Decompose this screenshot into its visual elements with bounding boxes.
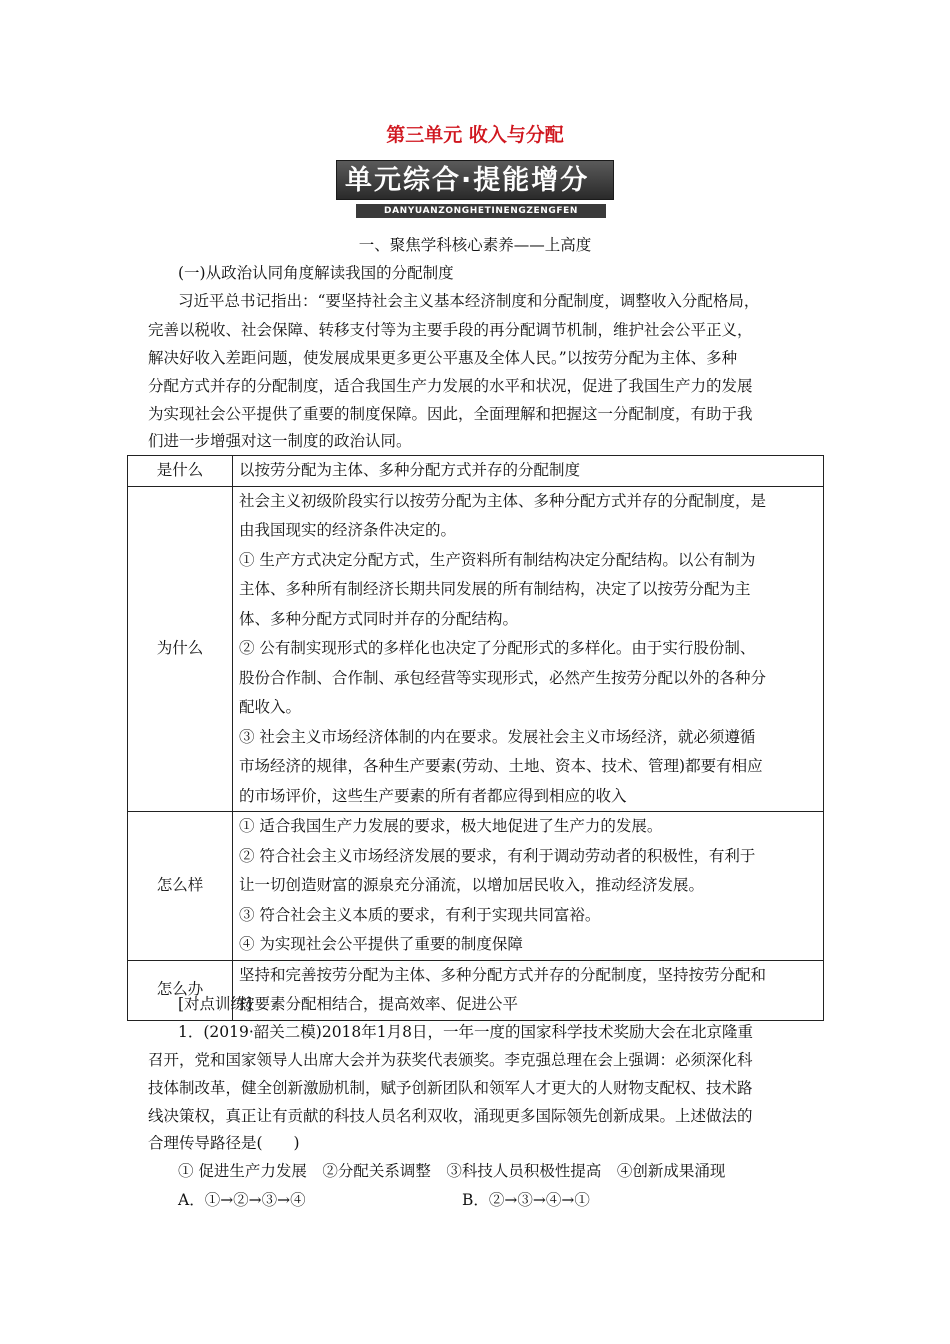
banner-part1: 单元综合 xyxy=(345,165,461,196)
cell-line: ④ 为实现社会公平提供了重要的制度保障 xyxy=(239,935,523,953)
choice-a: A．①→②→③→④ xyxy=(178,1191,306,1209)
cell-line: 市场经济的规律，各种生产要素(劳动、土地、资本、技术、管理)都要有相应 xyxy=(239,757,763,775)
cell-line: ② 符合社会主义市场经济发展的要求，有利于调动劳动者的积极性，有利于 xyxy=(239,846,756,865)
cell-line: 体、多种分配方式同时并存的分配结构。 xyxy=(239,609,519,628)
table-row xyxy=(128,456,824,487)
cell-line: ③ 符合社会主义本质的要求，有利于实现共同富裕。 xyxy=(239,905,601,924)
cell-line: ① 生产方式决定分配方式，生产资料所有制结构决定分配结构。以公有制为 xyxy=(239,550,756,569)
question-line: 召开，党和国家领导人出席大会并为获奖代表颁奖。李克强总理在会上强调：必须深化科 xyxy=(148,1051,753,1069)
cell-line: ② 公有制实现形式的多样化也决定了分配形式的多样化。由于实行股份制、 xyxy=(239,639,756,657)
row-key: 怎么办 xyxy=(128,960,233,1020)
intro-line: 解决好收入差距问题，使发展成果更多更公平惠及全体人民。”以按劳分配为主体、多种 xyxy=(148,349,738,367)
row-key: 怎么样 xyxy=(128,812,233,961)
cell-line: 以按劳分配为主体、多种分配方式并存的分配制度 xyxy=(239,461,581,479)
options-line: ① 促进生产力发展 ②分配关系调整 ③科技人员积极性提高 ④创新成果涌现 xyxy=(178,1162,726,1180)
question-line: 1．(2019·韶关二模)2018年1月8日，一年一度的国家科学技术奖励大会在北京隆重 xyxy=(178,1023,754,1041)
cell-line: 配收入。 xyxy=(239,698,302,716)
distribution-table xyxy=(127,455,824,1021)
intro-line: 完善以税收、社会保障、转移支付等为主要手段的再分配调节机制，维护社会公平正义， xyxy=(148,321,753,339)
row-content xyxy=(233,812,824,961)
row-content xyxy=(233,486,824,812)
intro-line: 分配方式并存的分配制度，适合我国生产力发展的水平和状况，促进了我国生产力的发展 xyxy=(148,377,753,395)
cell-line: 股份合作制、合作制、承包经营等实现形式，必然产生按劳分配以外的各种分 xyxy=(239,668,767,687)
cell-line: 由我国现实的经济条件决定的。 xyxy=(239,521,457,539)
row-key: 是什么 xyxy=(128,456,233,487)
cell-line: 让一切创造财富的源泉充分涌流，以增加居民收入，推动经济发展。 xyxy=(239,876,705,894)
table-row xyxy=(128,486,824,812)
intro-line: 为实现社会公平提供了重要的制度保障。因此，全面理解和把握这一分配制度，有助于我 xyxy=(148,405,753,423)
cell-line: ③ 社会主义市场经济体制的内在要求。发展社会主义市场经济，就必须遵循 xyxy=(239,727,756,746)
intro-line: 们进一步增强对这一制度的政治认同。 xyxy=(148,432,412,450)
question-line: 技体制改革，健全创新激励机制，赋予创新团队和领军人才更大的人财物支配权、技术路 xyxy=(148,1079,753,1097)
row-key: 为什么 xyxy=(128,486,233,812)
training-label: [对点训练] xyxy=(178,995,253,1013)
choice-b: B．②→③→④→① xyxy=(462,1191,590,1209)
question-line: 线决策权，真正让有贡献的科技人员名利双收，涌现更多国际领先创新成果。上述做法的 xyxy=(148,1107,753,1125)
section-heading: 一、聚焦学科核心素养——上高度 xyxy=(358,236,592,254)
cell-line: 主体、多种所有制经济长期共同发展的所有制结构，决定了以按劳分配为主 xyxy=(239,580,751,598)
sub-heading: (一)从政治认同角度解读我国的分配制度 xyxy=(178,264,454,282)
cell-line: 按要素分配相结合，提高效率、促进公平 xyxy=(239,995,519,1013)
question-line: 合理传导路径是( ) xyxy=(148,1134,300,1152)
intro-line: 习近平总书记指出：“要坚持社会主义基本经济制度和分配制度，调整收入分配格局， xyxy=(178,292,760,310)
row-content xyxy=(233,960,824,1020)
banner-part2: 提能增分 xyxy=(473,165,590,196)
cell-line: ① 适合我国生产力发展的要求，极大地促进了生产力的发展。 xyxy=(239,817,663,835)
cell-line: 坚持和完善按劳分配为主体、多种分配方式并存的分配制度，坚持按劳分配和 xyxy=(239,965,767,984)
cell-line: 的市场评价，这些生产要素的所有者都应得到相应的收入 xyxy=(239,786,627,805)
unit-banner xyxy=(336,160,616,222)
banner-label xyxy=(336,160,614,200)
row-content xyxy=(233,456,824,487)
table-row xyxy=(128,812,824,961)
page-title: 第三单元 收入与分配 xyxy=(386,124,564,146)
banner-dot: · xyxy=(461,165,474,196)
banner-pinyin: DANYUANZONGHETINENGZENGFEN xyxy=(356,204,606,218)
cell-line: 社会主义初级阶段实行以按劳分配为主体、多种分配方式并存的分配制度，是 xyxy=(239,491,767,510)
